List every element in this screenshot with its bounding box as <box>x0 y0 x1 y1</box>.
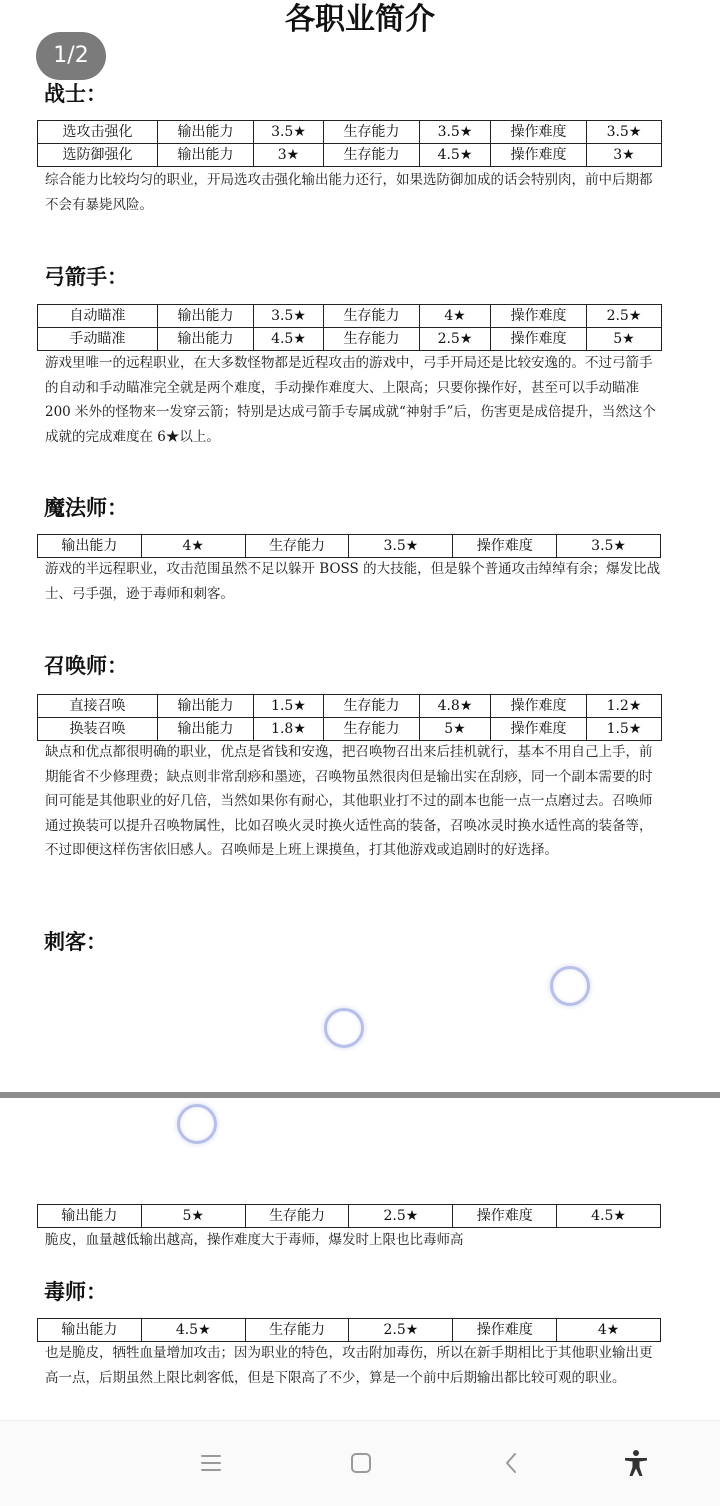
table-cell: 5★ <box>587 328 662 351</box>
table-cell: 生存能力 <box>245 1319 349 1342</box>
table-cell: 生存能力 <box>324 328 420 351</box>
table-row <box>38 1205 661 1228</box>
poisoner-stats-table <box>37 1318 661 1342</box>
table-cell: 操作难度 <box>453 535 557 558</box>
table-cell: 1.5★ <box>254 695 324 718</box>
table-cell: 操作难度 <box>453 1319 557 1342</box>
table-row <box>38 144 662 167</box>
table-cell: 生存能力 <box>324 718 420 741</box>
table-cell: 2.5★ <box>420 328 491 351</box>
heading-assassin: 刺客： <box>44 929 107 954</box>
table-cell: 4.5★ <box>254 328 324 351</box>
table-row <box>38 535 661 558</box>
table-cell: 生存能力 <box>324 695 420 718</box>
table-cell: 生存能力 <box>324 121 420 144</box>
table-cell: 操作难度 <box>491 328 587 351</box>
table-cell: 操作难度 <box>491 305 587 328</box>
heading-mage: 魔法师： <box>44 495 128 520</box>
table-cell: 3.5★ <box>587 121 662 144</box>
back-button[interactable] <box>489 1443 533 1483</box>
accessibility-icon <box>623 1449 649 1477</box>
table-cell: 生存能力 <box>245 1205 349 1228</box>
table-cell: 3.5★ <box>420 121 491 144</box>
table-cell: 输出能力 <box>158 718 254 741</box>
table-cell: 选攻击强化 <box>38 121 158 144</box>
summoner-stats-table <box>37 694 662 741</box>
table-cell: 输出能力 <box>158 305 254 328</box>
archer-description: 游戏里唯一的远程职业，在大多数怪物都是近程攻击的游戏中，弓手开局还是比较安逸的。不过弓箭手的自动和手动瞄准完全就是两个难度，手动操作难度大、上限高；只要你操作好，甚至可以手动瞄准 200 米外的怪物来一发穿云箭；特别是达成弓箭手专属成就“神射手”后，伤害更是成倍提升，当然这个成就的完成难度在 6★以上。 <box>45 355 656 445</box>
table-cell: 1.2★ <box>587 695 662 718</box>
system-navigation-bar <box>0 1420 720 1506</box>
summoner-description: 缺点和优点都很明确的职业，优点是省钱和安逸，把召唤物召出来后挂机就行，基本不用自己上手，前期能省不少修理费；缺点则非常刮痧和墨迹，召唤物虽然很肉但是输出实在刮痧，同一个副本需要的时间可能是其他职业的好几倍，当然如果你有耐心，其他职业打不过的副本也能一点一点磨过去。召唤师通过换装可以提升召唤物属性，比如召唤火灵时换火适性高的装备，召唤冰灵时换水适性高的装备等，不过即便这样伤害依旧感人。召唤师是上班上课摸鱼，打其他游戏或追剧时的好选择。 <box>45 744 653 858</box>
page-indicator-badge: 1/2 <box>36 32 106 80</box>
back-chevron-icon <box>503 1451 519 1475</box>
table-cell: 5★ <box>420 718 491 741</box>
table-cell: 3.5★ <box>557 535 661 558</box>
assassin-stats-table <box>37 1204 661 1228</box>
table-cell: 输出能力 <box>158 695 254 718</box>
table-cell: 手动瞄准 <box>38 328 158 351</box>
heading-poisoner: 毒师： <box>44 1279 107 1304</box>
document-page-2[interactable] <box>0 1098 720 1420</box>
table-cell: 4★ <box>420 305 491 328</box>
table-cell: 1.8★ <box>254 718 324 741</box>
table-cell: 4.5★ <box>141 1319 245 1342</box>
table-cell: 输出能力 <box>38 1319 142 1342</box>
table-cell: 操作难度 <box>491 121 587 144</box>
table-cell: 输出能力 <box>158 121 254 144</box>
mage-description: 游戏的半远程职业，攻击范围虽然不足以躲开 BOSS 的大技能，但是躲个普通攻击绰绰有余；爆发比战士、弓手强，逊于毒师和刺客。 <box>45 561 661 602</box>
table-cell: 4★ <box>141 535 245 558</box>
touch-indicator <box>324 1008 364 1048</box>
table-cell: 输出能力 <box>158 144 254 167</box>
table-row <box>38 305 662 328</box>
archer-stats-table <box>37 304 662 351</box>
table-cell: 选防御强化 <box>38 144 158 167</box>
table-cell: 输出能力 <box>158 328 254 351</box>
table-cell: 生存能力 <box>245 535 349 558</box>
table-cell: 操作难度 <box>453 1205 557 1228</box>
table-cell: 直接召唤 <box>38 695 158 718</box>
table-row <box>38 718 662 741</box>
table-cell: 操作难度 <box>491 144 587 167</box>
table-cell: 3★ <box>587 144 662 167</box>
table-cell: 生存能力 <box>324 305 420 328</box>
accessibility-button[interactable] <box>614 1443 658 1483</box>
table-row <box>38 695 662 718</box>
menu-button[interactable] <box>189 1443 233 1483</box>
table-cell: 2.5★ <box>587 305 662 328</box>
table-cell: 输出能力 <box>38 535 142 558</box>
warrior-stats-table <box>37 120 662 167</box>
table-cell: 1.5★ <box>587 718 662 741</box>
table-cell: 操作难度 <box>491 718 587 741</box>
table-row <box>38 1319 661 1342</box>
table-cell: 2.5★ <box>349 1319 453 1342</box>
table-cell: 自动瞄准 <box>38 305 158 328</box>
table-cell: 2.5★ <box>349 1205 453 1228</box>
table-cell: 4.5★ <box>557 1205 661 1228</box>
home-square-icon <box>350 1452 372 1474</box>
touch-indicator <box>550 966 590 1006</box>
table-cell: 3★ <box>254 144 324 167</box>
table-cell: 3.5★ <box>254 121 324 144</box>
table-cell: 3.5★ <box>349 535 453 558</box>
warrior-description: 综合能力比较均匀的职业，开局选攻击强化输出能力还行，如果选防御加成的话会特别肉，前中后期都不会有暴毙风险。 <box>45 172 653 213</box>
poisoner-description: 也是脆皮，牺牲血量增加攻击；因为职业的特色，攻击附加毒伤，所以在新手期相比于其他职业输出更高一点，后期虽然上限比刺客低，但是下限高了不少，算是一个前中后期输出都比较可观的职业。 <box>45 1345 653 1386</box>
home-button[interactable] <box>339 1443 383 1483</box>
table-cell: 输出能力 <box>38 1205 142 1228</box>
touch-indicator <box>177 1104 217 1144</box>
table-cell: 3.5★ <box>254 305 324 328</box>
table-cell: 4★ <box>557 1319 661 1342</box>
table-cell: 换装召唤 <box>38 718 158 741</box>
table-cell: 4.8★ <box>420 695 491 718</box>
mage-stats-table <box>37 534 661 558</box>
table-cell: 生存能力 <box>324 144 420 167</box>
table-cell: 5★ <box>141 1205 245 1228</box>
table-row <box>38 121 662 144</box>
table-cell: 4.5★ <box>420 144 491 167</box>
assassin-description: 脆皮，血量越低输出越高，操作难度大于毒师，爆发时上限也比毒师高 <box>45 1232 464 1248</box>
heading-archer: 弓箭手： <box>44 264 128 289</box>
document-title: 各职业简介 <box>285 2 435 37</box>
heading-warrior: 战士： <box>44 81 107 106</box>
heading-summoner: 召唤师： <box>44 653 128 678</box>
table-cell: 操作难度 <box>491 695 587 718</box>
table-row <box>38 328 662 351</box>
menu-icon <box>200 1453 222 1473</box>
